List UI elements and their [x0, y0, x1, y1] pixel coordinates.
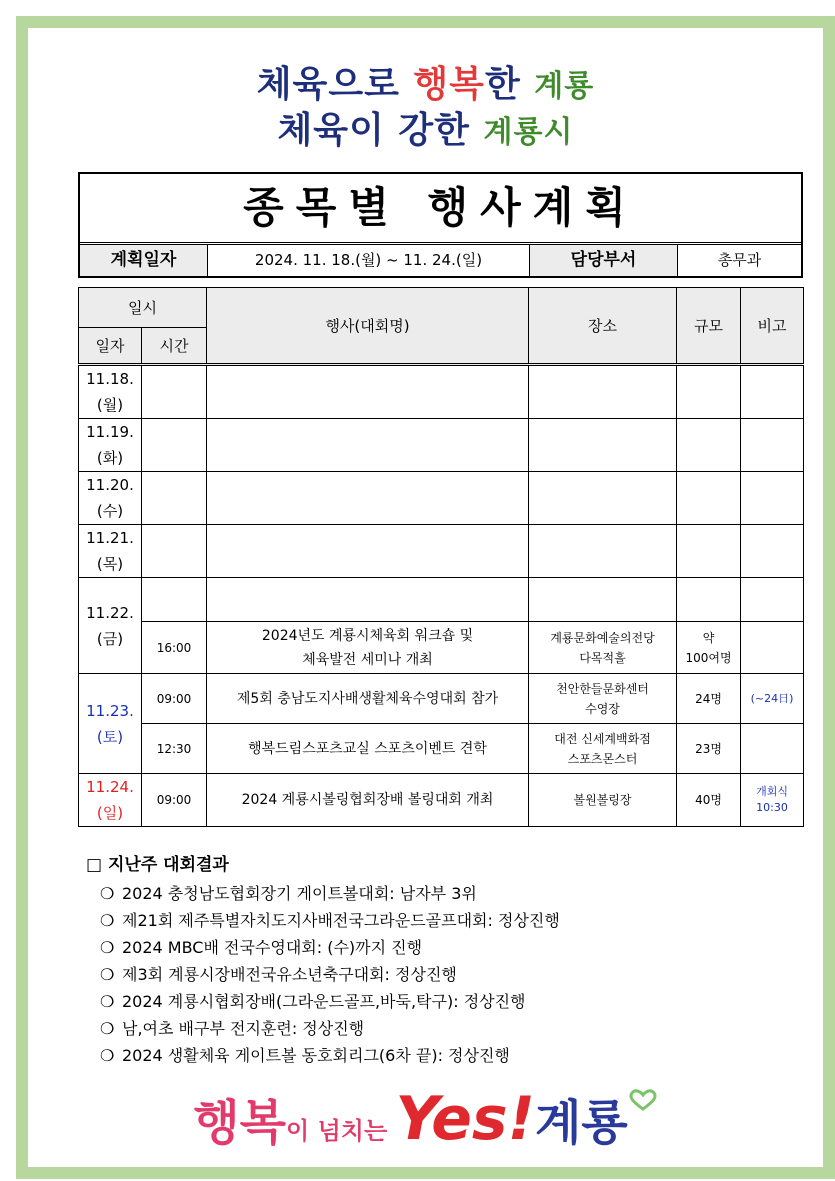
- scale-cell: 24명: [677, 674, 741, 724]
- footer-slogan: [28, 1084, 823, 1154]
- circle-bullet-icon: ❍: [100, 884, 115, 903]
- schedule-table: [78, 287, 804, 827]
- plan-date-label: 계획일자: [80, 245, 208, 276]
- slogan-word: 이 강한: [349, 110, 484, 151]
- table-row: [79, 578, 804, 622]
- place-line: 대전 신세계백화점: [554, 731, 651, 746]
- scale-line: 100여명: [685, 650, 732, 665]
- slogan-line-2: [28, 102, 823, 153]
- date-cell: [79, 419, 142, 472]
- date-cell: [79, 525, 142, 578]
- date-text: 11.24.: [86, 778, 134, 796]
- list-item-text: 2024 생활체육 게이트볼 동호회리그(6차 끝): 정상진행: [122, 1046, 510, 1065]
- date-text: 11.23.: [86, 701, 134, 720]
- day-text: (토): [96, 727, 124, 746]
- square-bullet-icon: □: [86, 855, 103, 875]
- slogan-line-1: [28, 56, 823, 107]
- circle-bullet-icon: ❍: [100, 938, 115, 957]
- day-text: (일): [96, 804, 124, 822]
- time-cell: 09:00: [142, 774, 207, 827]
- day-text: (목): [96, 555, 124, 573]
- date-cell: [79, 472, 142, 525]
- time-cell: 12:30: [142, 724, 207, 774]
- footer-word: Yes!: [395, 1084, 535, 1154]
- scale-cell: 23명: [677, 724, 741, 774]
- place-cell: [529, 724, 677, 774]
- header-time: 시간: [142, 328, 207, 365]
- dept-label: 담당부서: [530, 245, 678, 276]
- list-item-text: 2024 충청남도협회장기 게이트볼대회: 남자부 3위: [122, 884, 477, 903]
- slogan-word: 계룡시: [483, 115, 574, 150]
- list-item-text: 제3회 계룡시장배전국유소년축구대회: 정상진행: [122, 965, 457, 984]
- date-text: 11.18.: [86, 370, 134, 388]
- slogan-word: 으로: [328, 64, 414, 105]
- slogan-word: 계룡: [534, 69, 595, 104]
- date-text: 11.19.: [86, 423, 134, 441]
- place-cell: 볼원볼링장: [529, 774, 677, 827]
- footer-word: 행복: [193, 1095, 287, 1151]
- date-text: 11.20.: [86, 476, 134, 494]
- list-item-text: 2024 MBC배 전국수영대회: (수)까지 진행: [122, 938, 423, 957]
- list-item: [86, 907, 806, 934]
- place-cell: [529, 622, 677, 674]
- list-item-text: 남,여초 배구부 전지훈련: 정상진행: [122, 1019, 365, 1038]
- place-cell: [529, 674, 677, 724]
- date-cell: [79, 578, 142, 674]
- list-item: [86, 1015, 806, 1042]
- header-scale: 규모: [677, 288, 741, 365]
- list-item: [86, 1042, 806, 1069]
- event-cell: [207, 622, 529, 674]
- list-item-text: 2024 계룡시협회장배(그라운드골프,바둑,탁구): 정상진행: [122, 992, 526, 1011]
- scale-cell: [677, 622, 741, 674]
- table-row: [79, 774, 804, 827]
- date-cell: [79, 365, 142, 419]
- slogan-word: 한: [484, 64, 535, 105]
- list-item-text: 제21회 제주특별자치도지사배전국그라운드골프대회: 정상진행: [122, 911, 560, 930]
- table-row: [79, 525, 804, 578]
- event-cell: 행복드림스포츠교실 스포츠이벤트 견학: [207, 724, 529, 774]
- place-line: 천안한들문화센터: [556, 681, 649, 696]
- header-place: 장소: [529, 288, 677, 365]
- circle-bullet-icon: ❍: [100, 1046, 115, 1065]
- day-text: (월): [96, 396, 124, 414]
- place-line: 계룡문화예술의전당: [550, 630, 655, 645]
- event-cell: 2024 계룡시볼링협회장배 볼링대회 개최: [207, 774, 529, 827]
- note-line: 개회식: [756, 785, 788, 798]
- footer-word: 이 넘치는: [286, 1117, 396, 1145]
- header-datetime: 일시: [79, 288, 207, 328]
- note-line: 10:30: [756, 801, 788, 814]
- header-date: 일자: [79, 328, 142, 365]
- slogan-word: 체육: [256, 64, 329, 105]
- date-cell: [79, 674, 142, 774]
- results-section: [86, 850, 806, 1069]
- circle-bullet-icon: ❍: [100, 992, 115, 1011]
- table-row: [79, 419, 804, 472]
- date-text: 11.21.: [86, 529, 134, 547]
- info-row: [80, 245, 801, 276]
- table-row: [79, 365, 804, 419]
- place-line: 스포츠몬스터: [567, 751, 638, 766]
- circle-bullet-icon: ❍: [100, 911, 115, 930]
- table-row: [79, 622, 804, 674]
- results-heading: [86, 850, 806, 880]
- header-event: 행사(대회명): [207, 288, 529, 365]
- slogan-word: 행복: [413, 64, 485, 105]
- dept-value: 총무과: [717, 251, 762, 269]
- day-text: (금): [96, 629, 124, 648]
- list-item: [86, 961, 806, 988]
- event-line: 체육발전 세미나 개최: [302, 651, 433, 668]
- page-title: 종목별 행사계획: [80, 174, 801, 245]
- list-item: [86, 988, 806, 1015]
- circle-bullet-icon: ❍: [100, 965, 115, 984]
- date-cell: [79, 774, 142, 827]
- day-text: (화): [96, 449, 124, 467]
- note-cell: (~24日): [741, 674, 804, 724]
- list-item: [86, 934, 806, 961]
- title-box: [78, 172, 803, 278]
- day-text: (수): [96, 502, 124, 520]
- event-cell: 제5회 충남도지사배생활체육수영대회 참가: [207, 674, 529, 724]
- place-line: 다목적홀: [579, 650, 626, 665]
- heart-icon: [628, 1089, 658, 1111]
- footer-word: 계룡: [534, 1095, 628, 1151]
- plan-date-value: 2024. 11. 18.(월) ~ 11. 24.(일): [208, 245, 530, 276]
- scale-line: 약: [702, 630, 715, 645]
- table-row: [79, 472, 804, 525]
- list-item: [86, 880, 806, 907]
- results-heading-text: 지난주 대회결과: [107, 855, 229, 875]
- circle-bullet-icon: ❍: [100, 1019, 115, 1038]
- slogan-word: 체육: [277, 110, 350, 151]
- time-cell: 16:00: [142, 622, 207, 674]
- scale-cell: 40명: [677, 774, 741, 827]
- table-row: [79, 724, 804, 774]
- page-frame: [16, 16, 835, 1179]
- table-row: [79, 674, 804, 724]
- header-note: 비고: [741, 288, 804, 365]
- note-cell: [741, 774, 804, 827]
- place-line: 수영장: [585, 701, 620, 716]
- date-text: 11.22.: [86, 603, 134, 622]
- event-line: 2024년도 계룡시체육회 워크숍 및: [261, 627, 474, 644]
- time-cell: 09:00: [142, 674, 207, 724]
